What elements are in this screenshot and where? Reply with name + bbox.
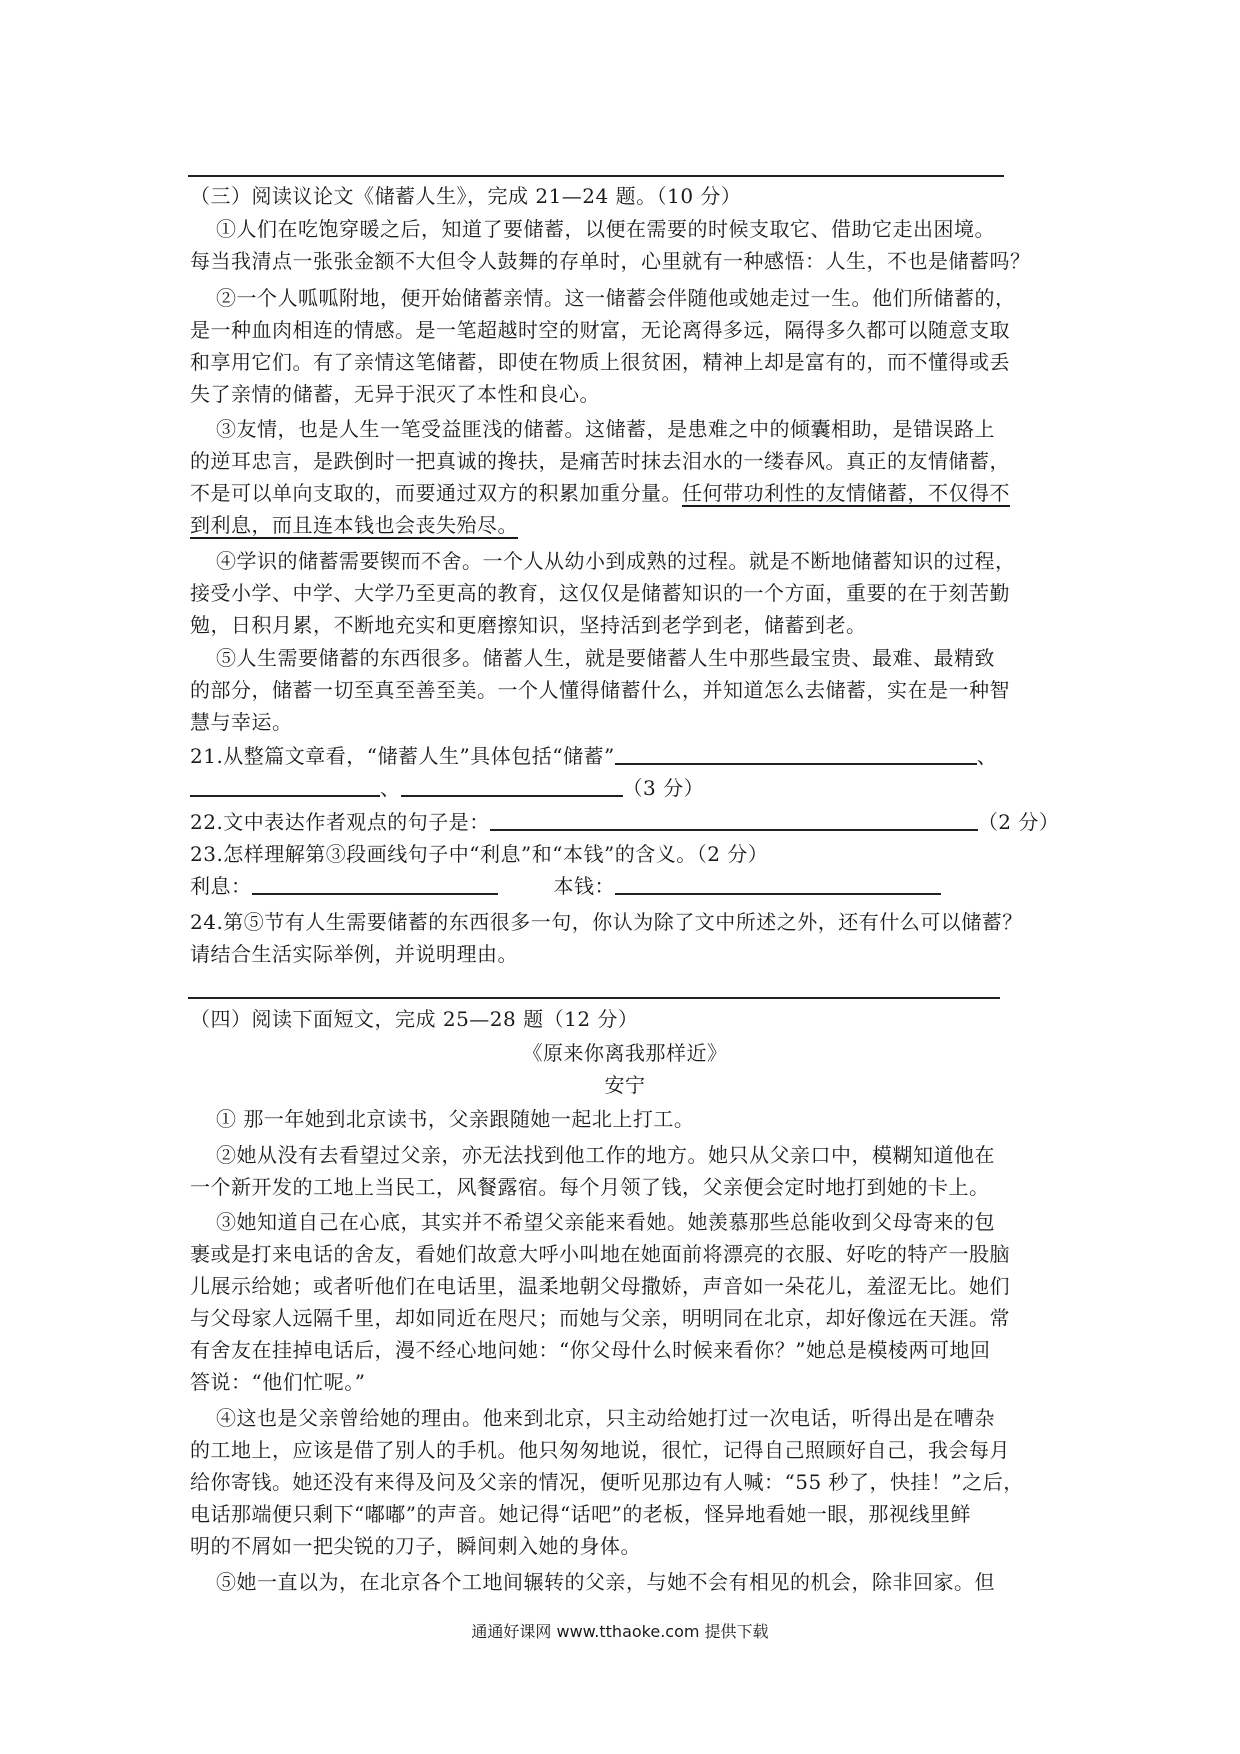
q23-principal-label: 本钱： [553, 874, 615, 898]
q21-separator-2: 、 [380, 776, 401, 800]
s3-line-9-plain: 不是可以单向支取的，而要通过双方的积累加重分量。 [190, 481, 682, 505]
s3-line-14: ⑤人生需要储蓄的东西很多。储蓄人生，就是要储蓄人生中那些最宝贵、最难、最精致 [216, 646, 995, 670]
s4-line-9: 答说：“他们忙呢。” [190, 1370, 366, 1394]
q22-text: 22.文中表达作者观点的句子是： [190, 810, 490, 834]
s3-line-6: 失了亲情的储蓄，无异于泯灭了本性和良心。 [190, 382, 600, 406]
s3-line-11: ④学识的储蓄需要锲而不舍。一个人从幼小到成熟的过程。就是不断地储蓄知识的过程， [216, 549, 1016, 573]
s3-line-10 [190, 509, 1060, 541]
question-24: 24.第⑤节有人生需要储蓄的东西很多一句，你认为除了文中所述之外，还有什么可以储蓄？ [190, 910, 1023, 934]
s3-line-4: 是一种血肉相连的情感。是一笔超越时空的财富，无论离得多远，隔得多久都可以随意支取 [190, 318, 1010, 342]
question-21 [190, 740, 1060, 772]
s3-line-5: 和享用它们。有了亲情这笔储蓄，即使在物质上很贫困，精神上却是富有的，而不懂得或丢 [190, 350, 1010, 374]
s4-line-11: 的工地上，应该是借了别人的手机。他只匆匆地说，很忙，记得自己照顾好自己，我会每月 [190, 1438, 1010, 1462]
s3-line-9 [190, 477, 1060, 509]
top-divider [188, 175, 1004, 177]
s4-line-5: 裹或是打来电话的舍友，看她们故意大呼小叫地在她面前将漂亮的衣服、好吃的特产一股脑 [190, 1242, 1010, 1266]
q23-interest-blank[interactable] [252, 873, 498, 895]
q21-text: 21.从整篇文章看，“储蓄人生”具体包括“储蓄” [190, 744, 615, 768]
q21-blank-1[interactable] [615, 743, 977, 765]
question-22 [190, 806, 1060, 838]
section4-heading: （四）阅读下面短文，完成 25—28 题（12 分） [190, 1007, 639, 1031]
s4-line-6: 儿展示给她；或者听他们在电话里，温柔地朝父母撒娇，声音如一朵花儿，羞涩无比。她们 [190, 1274, 1010, 1298]
s4-line-1: ① 那一年她到北京读书，父亲跟随她一起北上打工。 [216, 1107, 695, 1131]
page-footer: 通通好课网 www.tthaoke.com 提供下载 [471, 1622, 769, 1641]
q23-interest-label: 利息： [190, 874, 252, 898]
q21-score: （3 分） [622, 776, 705, 800]
q21-separator-1: 、 [976, 744, 998, 768]
section-divider [188, 997, 1000, 999]
s3-line-15: 的部分，储蓄一切至真至善至美。一个人懂得储蓄什么，并知道怎么去储蓄，实在是一种智 [190, 678, 1010, 702]
question-23: 23.怎样理解第③段画线句子中“利息”和“本钱”的含义。（2 分） [190, 842, 769, 866]
question-24-cont: 请结合生活实际举例，并说明理由。 [190, 942, 518, 966]
s4-line-12: 给你寄钱。她还没有来得及问及父亲的情况，便听见那边有人喊：“55 秒了，快挂！”之后， [190, 1470, 1024, 1494]
s4-line-7: 与父母家人远隔千里，却如同近在咫尺；而她与父亲，明明同在北京，却好像远在天涯。常 [190, 1306, 1010, 1330]
s4-line-15: ⑤她一直以为，在北京各个工地间辗转的父亲，与她不会有相见的机会，除非回家。但 [216, 1570, 995, 1594]
q23-principal-blank[interactable] [615, 873, 941, 895]
s4-line-4: ③她知道自己在心底，其实并不希望父亲能来看她。她羡慕那些总能收到父母寄来的包 [216, 1210, 995, 1234]
s3-line-3: ②一个人呱呱附地，便开始储蓄亲情。这一储蓄会伴随他或她走过一生。他们所储蓄的， [216, 286, 1016, 310]
s4-line-3: 一个新开发的工地上当民工，风餐露宿。每个月领了钱，父亲便会定时地打到她的卡上。 [190, 1175, 990, 1199]
s3-line-2: 每当我清点一张张金额不大但令人鼓舞的存单时，心里就有一种感悟：人生，不也是储蓄吗？ [190, 249, 1031, 273]
underlined-sentence-part1: 任何带功利性的友情储蓄，不仅得不 [682, 481, 1010, 505]
underlined-sentence-part2: 到利息，而且连本钱也会丧失殆尽。 [190, 513, 518, 537]
s4-line-2: ②她从没有去看望过父亲，亦无法找到他工作的地方。她只从父亲口中，模糊知道他在 [216, 1143, 995, 1167]
s3-line-13: 勉，日积月累，不断地充实和更磨擦知识，坚持活到老学到老，储蓄到老。 [190, 613, 867, 637]
question-21-cont [190, 772, 1060, 804]
s4-line-8: 有舍友在挂掉电话后，漫不经心地问她：“你父母什么时候来看你？”她总是模棱两可地回 [190, 1338, 991, 1362]
s4-line-10: ④这也是父亲曾给她的理由。他来到北京，只主动给她打过一次电话，听得出是在嘈杂 [216, 1406, 995, 1430]
q21-blank-3[interactable] [401, 775, 623, 797]
q22-score: （2 分） [977, 810, 1060, 834]
s4-line-14: 明的不屑如一把尖锐的刀子，瞬间刺入她的身体。 [190, 1534, 641, 1558]
s3-line-12: 接受小学、中学、大学乃至更高的教育，这仅仅是储蓄知识的一个方面，重要的在于刻苦勤 [190, 581, 1010, 605]
question-23-answers [190, 870, 1060, 902]
q22-blank[interactable] [490, 809, 978, 831]
story-author: 安宁 [604, 1073, 646, 1097]
s3-line-7: ③友情，也是人生一笔受益匪浅的储蓄。这储蓄，是患难之中的倾囊相助，是错误路上 [216, 417, 995, 441]
s4-line-13: 电话那端便只剩下“嘟嘟”的声音。她记得“话吧”的老板，怪异地看她一眼，那视线里鲜 [190, 1502, 971, 1526]
s3-line-16: 慧与幸运。 [190, 710, 293, 734]
section3-heading: （三）阅读议论文《储蓄人生》，完成 21—24 题。（10 分） [190, 184, 742, 208]
q21-blank-2[interactable] [190, 775, 380, 797]
s3-line-8: 的逆耳忠言，是跌倒时一把真诚的搀扶，是痛苦时抹去泪水的一缕春风。真正的友情储蓄， [190, 449, 1010, 473]
s3-line-1: ①人们在吃饱穿暖之后，知道了要储蓄，以便在需要的时候支取它、借助它走出困境。 [216, 217, 995, 241]
story-title: 《原来你离我那样近》 [522, 1041, 728, 1065]
